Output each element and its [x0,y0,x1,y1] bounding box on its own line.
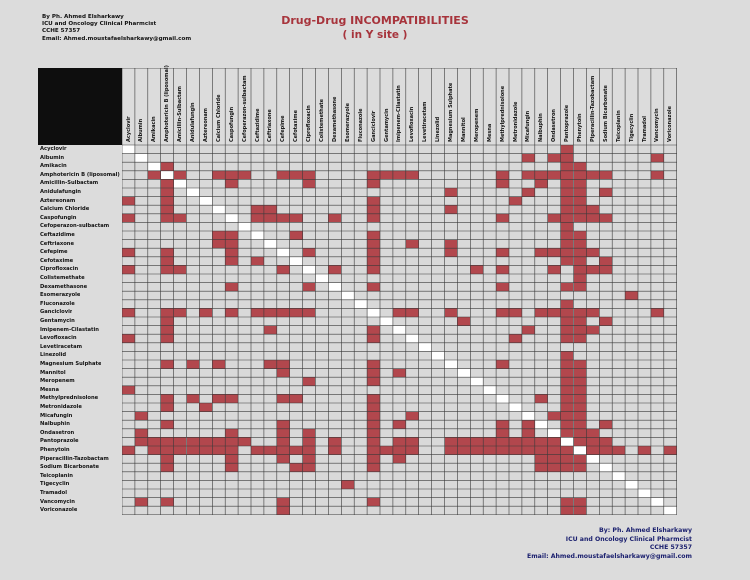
row-header: Tramadol [40,490,67,496]
column-header: Acyclovir [125,116,132,142]
column-header: Gentamycin [383,108,390,142]
row-header: Teicoplanin [40,472,73,479]
column-header: Magnesium Sulphate [448,82,454,142]
row-header: Ceftriaxone [40,240,75,247]
row-header: Magnesium Sulphate [40,361,102,367]
row-header: Ciprofloxacin [40,266,79,273]
column-header: Ciprofloxacin [306,105,313,142]
author-info-bottom [527,527,692,561]
column-header: Phenytoin [577,113,583,142]
row-header: Cefoperazon-sulbactam [40,223,110,230]
title-main: Drug-Drug INCOMPATIBILITIES [281,14,469,27]
column-header: Mesna [486,123,493,142]
column-header: Piperacillin-Tazobactam [589,75,596,142]
column-header: Tramadol [641,115,648,142]
column-header: Amicillin-Sulbactam [177,85,184,142]
column-header: Voriconazole [667,106,674,142]
column-header: Cefoperazon-sulbactam [241,75,248,142]
row-header: Methylprednisolone [40,395,99,402]
row-header: Nalbuphin [40,421,70,428]
row-header: Esomerazyole [40,292,81,299]
row-header: Ceftazidime [40,232,75,238]
author-institution: CCHE 57357 [649,544,692,552]
column-header: Cefotaxime [293,110,300,142]
column-header: Meropenem [473,108,480,142]
row-header: Anidulafungin [40,189,81,195]
column-header: Nalbuphin [538,113,545,142]
row-header: Amicillin-Sulbactam [40,180,99,187]
column-header: Cefepime [280,115,287,142]
row-header: Imipenem-Cilastatin [40,326,99,333]
column-header: Tigecyclin [628,113,635,142]
author-email: Email: Ahmed.moustafaelsharkawy@gmail.com [42,35,192,42]
row-header: Gentamycin [40,318,75,324]
row-header: Amphotericin B (liposomal) [40,171,120,178]
row-header: Acyclovir [40,146,67,152]
row-header: Cefotaxime [40,257,74,264]
column-header: Teicoplanin [615,110,622,142]
author-role: ICU and Oncology Clinical Pharmcist [565,535,692,543]
author-name: By: Ph. Ahmed Elsharkawy [599,527,692,534]
row-header: Levetiracetam [40,343,83,350]
row-header: Calcium Chloride [40,206,90,213]
row-header: Sodium Bicarbonate [40,464,100,471]
row-header: Levofloxacin [40,335,77,342]
column-header: Ceftazidime [254,108,261,142]
column-header: Fluconazole [357,108,364,142]
column-header: Ceftriaxone [267,109,274,142]
author-email: Email: Ahmed.moustafaelsharkawy@gmail.com [527,552,692,560]
column-header: Micafungin [525,110,532,142]
row-header: Ondasetron [40,429,75,436]
row-header: Mesna [40,386,59,393]
column-header: Metronidazole [512,101,519,142]
row-header: Piperacillin-Tazobactam [40,455,109,462]
row-header: Aztereonam [40,197,76,204]
column-header: Pantoprazole [564,104,571,142]
row-header: Colistemethate [40,275,85,281]
column-header: Mannitol [460,117,467,142]
column-header: Albumin [138,118,145,142]
row-header: Amikacin [40,163,67,170]
row-header: Phenytoin [40,447,70,453]
column-header: Colistemethate [319,99,325,142]
column-header: Calcium Chloride [215,94,222,142]
column-header: Ganciclovir [370,110,377,142]
column-header: Levofloxacin [409,106,416,142]
row-header: Metronidazole [40,404,82,410]
row-header: Fluconazole [40,300,75,307]
page-title [0,14,750,42]
incompatibility-table [122,65,677,515]
row-header: Micafungin [40,412,73,419]
row-header: Ganciclovir [40,309,73,316]
column-header: Amphotericin B (liposomal) [164,65,171,142]
column-header: Amikacin [151,116,158,142]
column-header: Vancomycin [654,108,661,142]
row-header: Meropenem [40,378,75,385]
row-header: Tigecyclin [40,481,70,488]
column-header: Imipenem-Cilastatin [396,85,403,142]
author-institution: CCHE 57357 [42,28,81,35]
title-sub: ( in Y site ) [342,29,408,41]
row-header: Pantoprazole [40,438,79,445]
row-header: Albumin [40,154,65,161]
row-header: Caspofungin [40,214,77,221]
column-header: Ondasetron [551,109,558,142]
column-header: Caspofungin [228,106,235,142]
author-name: By Ph. Ahmed Elsharkawy [42,14,124,20]
row-header: Linezolid [40,352,67,359]
table-corner-block [38,68,122,145]
column-header: Aztereonam [202,108,209,142]
row-header: Vancomycin [40,498,75,505]
column-header: Linezolid [435,116,442,142]
column-header: Anidulafungin [190,102,196,142]
column-header: Esomerazyole [344,103,351,142]
column-header: Methylprednisolone [499,85,506,142]
column-header: Dexamethasone [331,96,338,142]
author-role: ICU and Oncology Clinical Pharmcist [42,21,157,28]
column-header: Sodium Bicarbonate [602,85,609,142]
column-header: Levetiracetam [422,101,429,142]
row-header: Dexamethasone [40,283,88,290]
row-header: Mannitol [40,369,66,376]
row-header: Voriconazole [40,507,78,514]
row-header: Cefepime [40,249,68,256]
